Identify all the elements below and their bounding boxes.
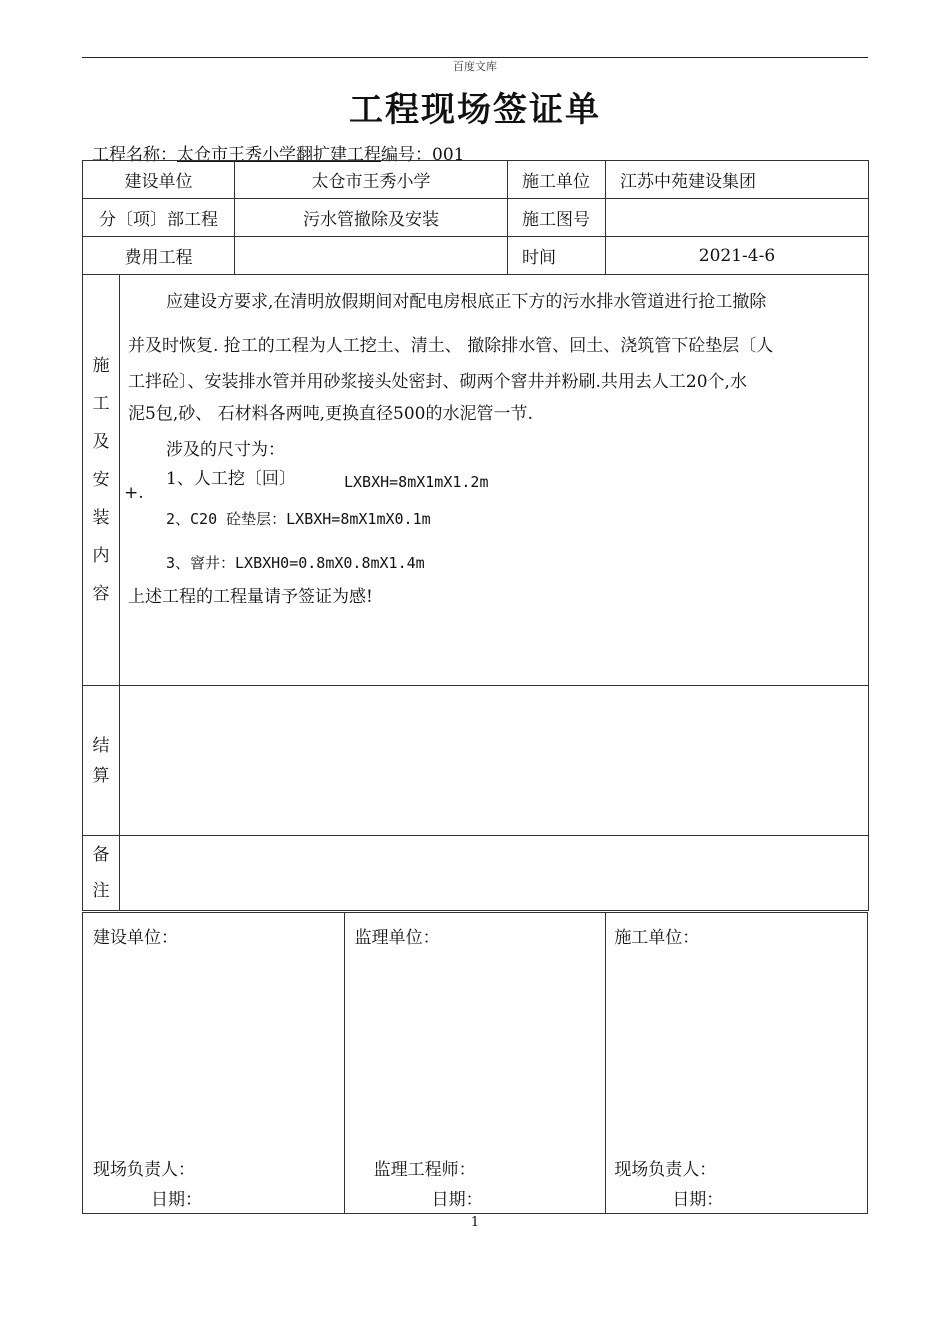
remarks-side-label: 备 注 <box>83 836 120 911</box>
time-label: 时间 <box>508 237 606 275</box>
table-row <box>83 237 869 275</box>
signature-date-label: 日期： <box>672 1190 724 1210</box>
content-para-line: 泥5包,砂、 石材料各两吨,更换直径500的水泥管一节. <box>128 404 533 424</box>
page-number: 1 <box>470 1215 480 1230</box>
owner-value: 太仓市王秀小学 <box>235 161 508 199</box>
signature-row <box>83 913 868 1214</box>
content-para-line: 并及时恢复. 抢工的工程为人工挖土、清土、 撤除排水管、回土、浇筑管下砼垫层〔人 <box>128 336 774 356</box>
signature-person-label: 现场负责人： <box>93 1160 195 1180</box>
signature-owner <box>83 913 345 1214</box>
project-name: 太仓市王秀小学翻扩建工程 <box>177 145 381 165</box>
number-value: 001 <box>432 145 465 165</box>
drawing-value <box>606 199 869 237</box>
drawing-label: 施工图号 <box>508 199 606 237</box>
content-row <box>83 275 869 686</box>
signature-unit-label: 施工单位： <box>614 928 700 948</box>
table-row <box>83 199 869 237</box>
settlement-value <box>120 686 869 836</box>
signature-person-label: 监理工程师： <box>373 1160 476 1180</box>
project-label: 工程名称： <box>92 145 177 165</box>
dims-item-1-label: 1、人工挖〔回〕 <box>166 469 296 489</box>
contractor-value: 江苏中苑建设集团 <box>606 161 869 199</box>
remarks-row <box>83 836 869 911</box>
signature-date-label: 日期： <box>151 1190 202 1210</box>
table-row <box>83 161 869 199</box>
signature-contractor <box>606 913 868 1214</box>
signature-table <box>82 912 868 1214</box>
dims-item-3: 3、窨井：LXBXH0=0.8mX0.8mX1.4m <box>166 554 425 572</box>
signature-unit-label: 监理单位： <box>354 928 440 948</box>
dims-item-2: 2、C20 砼垫层：LXBXH=8mX1mX0.1m <box>166 510 431 528</box>
content-side-label: 施 工 及 安 装 内 容 <box>83 275 120 686</box>
signature-date-label: 日期： <box>431 1190 483 1210</box>
cost-label: 费用工程 <box>83 237 235 275</box>
header-source: 百度文库 <box>453 60 497 73</box>
settlement-row <box>83 686 869 836</box>
content-para-line: 工拌砼〕、安装排水管并用砂浆接头处密封、砌两个窨井并粉刷.共用去人工20个,水 <box>128 372 747 392</box>
page-title: 工程现场签证单 <box>349 90 601 130</box>
contractor-label: 施工单位 <box>508 161 606 199</box>
cost-value <box>235 237 508 275</box>
visa-form-table <box>82 160 869 911</box>
header-divider <box>82 57 868 58</box>
subitem-value: 污水管撤除及安装 <box>235 199 508 237</box>
signature-person-label: 现场负责人： <box>614 1160 717 1180</box>
dims-item-1-value: LXBXH=8mX1mX1.2m <box>344 473 489 491</box>
content-body <box>120 275 869 686</box>
settlement-side-label: 结 算 <box>83 686 120 836</box>
signature-supervisor <box>344 913 606 1214</box>
remarks-value <box>120 836 869 911</box>
time-value: 2021-4-6 <box>606 237 869 275</box>
dims-intro: 涉及的尺寸为： <box>166 440 285 460</box>
content-para-line: 应建设方要求,在清明放假期间对配电房根底正下方的污水排水管道进行抢工撤除 <box>166 292 767 312</box>
subitem-label: 分〔项〕部工程 <box>83 199 235 237</box>
signature-unit-label: 建设单位： <box>93 928 178 948</box>
owner-label: 建设单位 <box>83 161 235 199</box>
number-label: 编号： <box>381 145 432 165</box>
dims-item-1-cont: +. <box>124 483 144 503</box>
closing-text: 上述工程的工程量请予签证为感! <box>128 587 373 607</box>
